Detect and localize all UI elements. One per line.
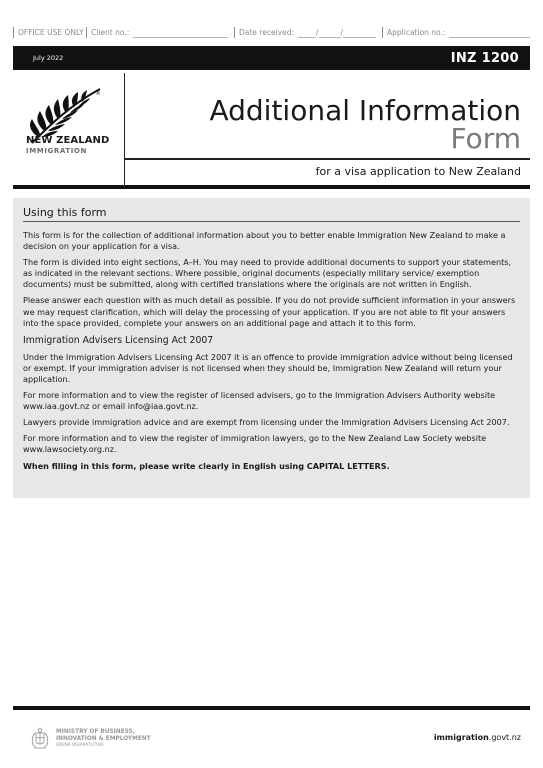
divider (13, 706, 530, 710)
paragraph: For more information and to view the register of licensed advisers, go to the Immigration Advisers Authority website www.iaa.govt.nz or email info@iaa.govt.nz. (23, 390, 496, 412)
paragraph: Under the Immigration Advisers Licensing Act 2007 it is an offence to provide immigration advice without being licensed or exempt. If your immigration adviser is not licensed when they should be, Immigration New Zealand will return your application. (23, 351, 513, 384)
divider (234, 27, 235, 38)
registered-mark-icon: ® (95, 90, 101, 97)
paragraph: For more information and to view the register of immigration lawyers, go to the New Zealand Law Society website www.lawsociety.org.nz. (23, 433, 487, 455)
divider (382, 27, 383, 38)
footer-url-rest: .govt.nz (488, 733, 521, 742)
form-date: July 2022 (33, 54, 64, 62)
logo-line-2: IMMIGRATION (26, 147, 87, 155)
date-received-day-field[interactable] (298, 26, 316, 38)
form-code: INZ 1200 (450, 50, 519, 66)
page-subtitle: for a visa application to New Zealand (315, 165, 521, 178)
application-no-label: Application no.: (387, 27, 446, 37)
section-subheading: Immigration Advisers Licensing Act 2007 (23, 334, 214, 346)
client-no-label: Client no.: (91, 27, 130, 37)
date-received-label: Date received: (239, 27, 295, 37)
section-heading: Using this form (23, 206, 520, 222)
date-slash: / (340, 27, 344, 37)
page-title-form: Form (450, 122, 521, 155)
page-title: Additional Information (209, 94, 521, 127)
logo-line-1: NEW ZEALAND (26, 135, 110, 146)
paragraph: Lawyers provide immigration advice and are exempt from licensing under the Immigration Advisers Licensing Act 2007. (23, 417, 510, 428)
divider (125, 158, 530, 160)
using-this-form-panel (13, 198, 530, 498)
footer-url-bold: immigration (433, 733, 489, 742)
logo-block (13, 73, 125, 186)
logo-text (13, 135, 109, 155)
application-no-field[interactable] (449, 26, 530, 38)
office-use-label: OFFICE USE ONLY (18, 27, 84, 37)
ministry-logo (28, 727, 151, 751)
date-received-year-field[interactable] (340, 26, 376, 38)
ministry-line-2: INNOVATION & EMPLOYMENT (56, 736, 151, 742)
paragraph: The form is divided into eight sections, A–H. You may need to provide additional documents to support your statements, as indicated in the relevant sections. Where possible, original documents (especially military service/ exemption documents) must be submitted, along with certified translations where the originals are not written in English. (23, 257, 512, 290)
divider (86, 27, 87, 38)
date-received-month-field[interactable] (319, 26, 341, 38)
ministry-line-3: HĪKINA WHAKATUTUKI (56, 743, 104, 748)
client-no-field[interactable] (133, 26, 228, 38)
divider (13, 27, 14, 38)
ministry-text (56, 729, 151, 749)
paragraph: This form is for the collection of additional information about you to better enable Immigration New Zealand to make a decision on your application for a visa. (23, 230, 506, 252)
office-use-strip (13, 26, 530, 38)
divider (13, 185, 530, 189)
nz-coat-of-arms-icon (28, 727, 52, 751)
paragraph: Please answer each question with as much detail as possible. If you do not provide sufficient information in your answers we may request clarification, which will delay the processing of your application. If you are not able to fit your answers into the space provided, complete your answers on an additional page and attach it to this form. (23, 295, 516, 328)
header-bar (13, 46, 530, 70)
instruction-text: When filling in this form, please write clearly in English using CAPITAL LETTERS. (23, 460, 390, 471)
date-slash: / (316, 27, 319, 37)
ministry-line-1: MINISTRY OF BUSINESS, (56, 729, 135, 735)
footer-url (434, 733, 521, 742)
